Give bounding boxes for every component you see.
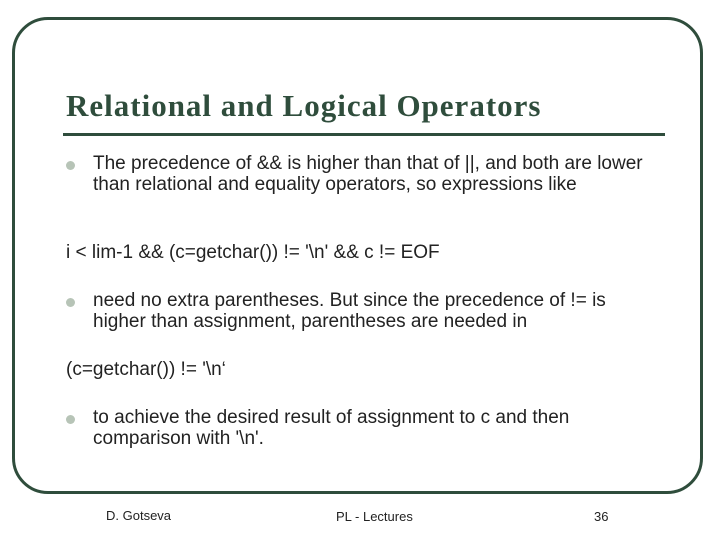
bullet-text: to achieve the desired result of assignment to c and then comparison with '\n'. (93, 407, 570, 449)
bullet-dot-icon (66, 415, 75, 424)
code-example: (c=getchar()) != '\n‘ (66, 359, 226, 380)
code-example: i < lim-1 && (c=getchar()) != '\n' && c != EOF (66, 242, 440, 263)
bullet-dot-icon (66, 161, 75, 170)
footer-course: PL - Lectures (336, 509, 413, 524)
bullet-text: need no extra parentheses. But since the precedence of != is higher than assignment, parentheses are needed in (93, 290, 606, 332)
bullet-dot-icon (66, 298, 75, 307)
footer-author: D. Gotseva (106, 508, 172, 523)
slide-title: Relational and Logical Operators (66, 88, 542, 123)
title-underline (63, 133, 665, 136)
bullet-text: The precedence of && is higher than that of ||, and both are lower than relational and equality operators, so expressions like (93, 153, 643, 195)
footer-page-number: 36 (594, 509, 609, 524)
